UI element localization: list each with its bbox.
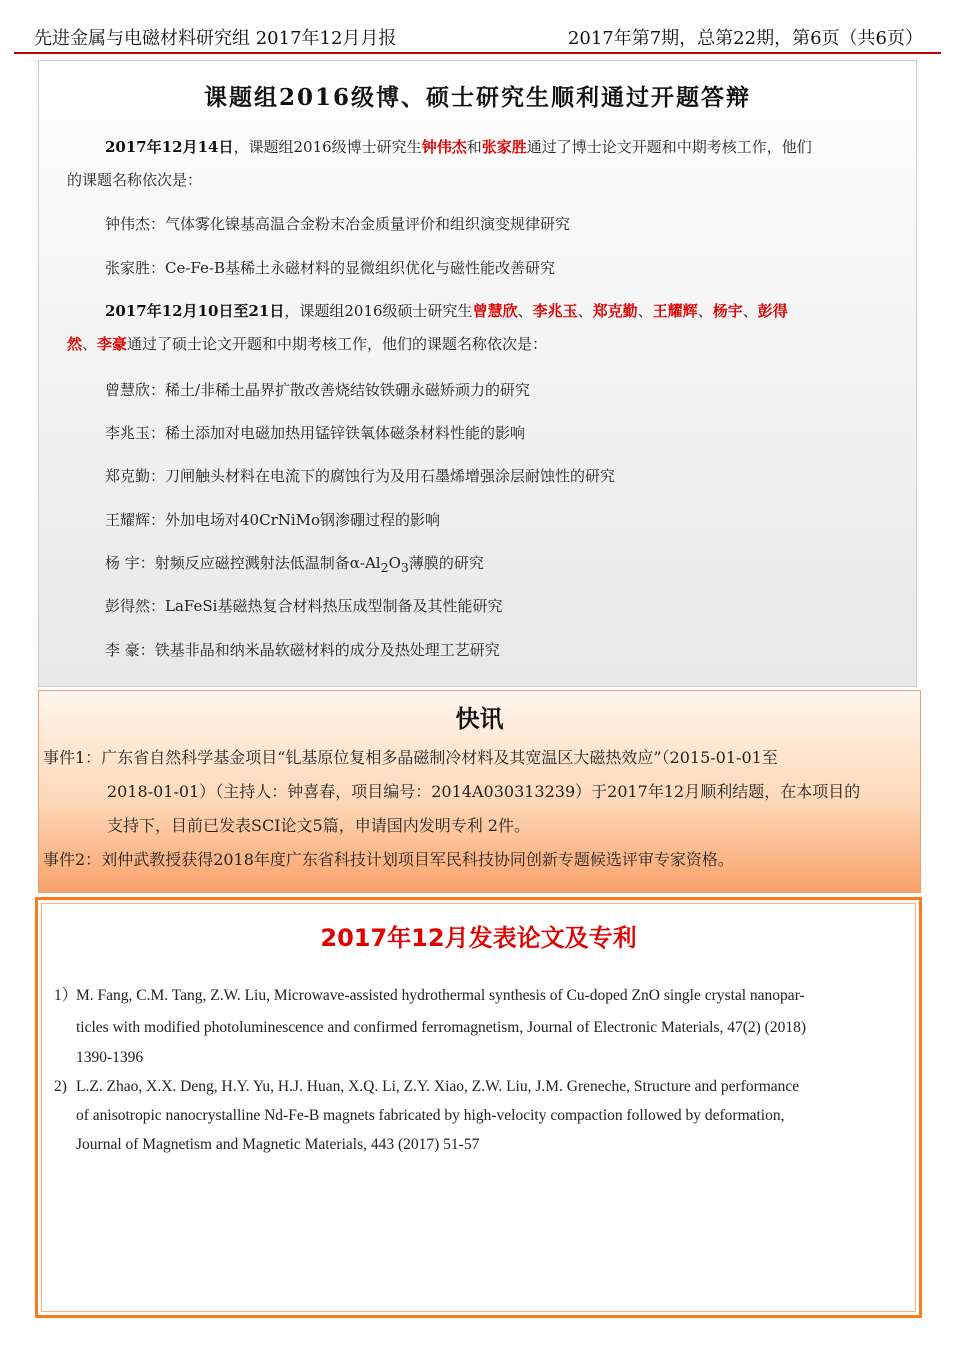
reference-1 bbox=[54, 980, 890, 1072]
news-flash-title: 快讯 bbox=[455, 705, 504, 733]
page-header bbox=[14, 22, 941, 54]
ms-paragraph bbox=[67, 295, 887, 361]
event-2-label: 事件2： bbox=[43, 850, 102, 869]
reference-1-line2: ticles with modified photoluminescence and confirmed ferromagnetism, Journal of Electronic Materials, 47(2) (2018) bbox=[76, 1019, 806, 1036]
event-2 bbox=[43, 843, 917, 877]
ms-topic-2: 李兆玉：稀土添加对电磁加热用锰锌铁氧体磁条材料性能的影响 bbox=[105, 424, 526, 442]
ms-name: 杨宇 bbox=[712, 302, 743, 320]
phd-date: 2017年12月14日 bbox=[105, 138, 234, 156]
ms-topic-3: 郑克勤：刀闸触头材料在电流下的腐蚀行为及用石墨烯增强涂层耐蚀性的研究 bbox=[105, 467, 616, 485]
event-1-line2: 2018-01-01）（主持人：钟喜春，项目编号：2014A030313239）于2017年12月顺利结题，在本项目的 bbox=[107, 782, 861, 801]
ms-topic-5-sub2: 3 bbox=[400, 560, 409, 575]
ms-name: 彭得 bbox=[757, 302, 788, 320]
ms-topic-6: 彭得然：LaFeSi基磁热复合材料热压成型制备及其性能研究 bbox=[105, 597, 503, 615]
publications-section bbox=[35, 897, 922, 1318]
event-1 bbox=[43, 741, 917, 843]
ms-name: 王耀辉 bbox=[652, 302, 698, 320]
reference-2 bbox=[54, 1072, 890, 1159]
ms-topic-5-pre: 杨 宇：射频反应磁控溅射法低温制备α-Al bbox=[105, 554, 381, 572]
event-1-line3: 支持下，目前已发表SCI论文5篇，申请国内发明专利 2件。 bbox=[107, 816, 530, 835]
event-1-line1: 广东省自然科学基金项目“钆基原位复相多晶磁制冷材料及其宽温区大磁热效应”（2015-01-01至 bbox=[101, 748, 778, 767]
reference-2-line3: Journal of Magnetism and Magnetic Materials, 443 (2017) 51-57 bbox=[76, 1136, 480, 1153]
ms-topic-4: 王耀辉：外加电场对40CrNiMo钢渗硼过程的影响 bbox=[105, 511, 441, 529]
ms-topic-5 bbox=[105, 552, 484, 575]
ms-sep: 、 bbox=[82, 335, 98, 353]
header-newsletter-title: 先进金属与电磁材料研究组 2017年12月月报 bbox=[34, 28, 397, 49]
ms-text-b: 通过了硕士论文开题和中期考核工作，他们的课题名称依次是： bbox=[127, 335, 548, 353]
ms-text-a: ，课题组2016级硕士研究生 bbox=[284, 302, 473, 320]
ms-sep: 、 bbox=[517, 302, 533, 320]
reference-1-line3: 1390-1396 bbox=[76, 1049, 144, 1066]
ms-sep: 、 bbox=[637, 302, 653, 320]
ms-topic-1: 曾慧欣：稀土/非稀土晶界扩散改善烧结钕铁硼永磁矫顽力的研究 bbox=[105, 381, 531, 399]
news-flash-section bbox=[38, 690, 921, 893]
publications-title: 2017年12月发表论文及专利 bbox=[320, 924, 637, 952]
header-issue-info: 2017年第7期，总第22期，第6页（共6页） bbox=[567, 28, 923, 49]
phd-text-line2: 的课题名称依次是： bbox=[67, 171, 203, 189]
ms-name-cont: 然 bbox=[67, 335, 83, 353]
ms-sep: 、 bbox=[742, 302, 758, 320]
event-2-text: 刘仲武教授获得2018年度广东省科技计划项目军民科技协同创新专题候选评审专家资格。 bbox=[101, 850, 734, 869]
ms-topic-5-sub1: 2 bbox=[380, 560, 389, 575]
defense-section-title: 课题组2016级博、硕士研究生顺利通过开题答辩 bbox=[203, 84, 751, 111]
phd-topic-1: 钟伟杰：气体雾化镍基高温合金粉末冶金质量评价和组织演变规律研究 bbox=[105, 215, 571, 233]
ms-topic-5-post: 薄膜的研究 bbox=[408, 554, 484, 572]
defense-section bbox=[38, 60, 917, 687]
ms-sep: 、 bbox=[577, 302, 593, 320]
ms-topic-7: 李 豪：铁基非晶和纳米晶软磁材料的成分及热处理工艺研究 bbox=[105, 641, 500, 659]
ms-topic-5-mid: O bbox=[388, 554, 401, 572]
ms-name: 曾慧欣 bbox=[472, 302, 518, 320]
phd-name-1: 钟伟杰 bbox=[421, 138, 467, 156]
reference-2-line2: of anisotropic nanocrystalline Nd-Fe-B magnets fabricated by high-velocity compaction followed by deformation, bbox=[76, 1107, 785, 1124]
ms-name-last: 李豪 bbox=[97, 335, 128, 353]
phd-paragraph bbox=[67, 131, 887, 197]
ms-name: 李兆玉 bbox=[532, 302, 578, 320]
reference-1-line1: M. Fang, C.M. Tang, Z.W. Liu, Microwave-assisted hydrothermal synthesis of Cu-doped ZnO single crystal nanopar- bbox=[76, 987, 805, 1004]
phd-name-2: 张家胜 bbox=[481, 138, 527, 156]
reference-1-number: 1） bbox=[54, 987, 78, 1004]
phd-topic-2: 张家胜：Ce-Fe-B基稀土永磁材料的显微组织优化与磁性能改善研究 bbox=[105, 259, 555, 277]
phd-text-b: 通过了博士论文开题和中期考核工作，他们 bbox=[526, 138, 812, 156]
ms-sep: 、 bbox=[697, 302, 713, 320]
ms-date: 2017年12月10日至21日 bbox=[105, 302, 285, 320]
reference-2-number: 2) bbox=[54, 1078, 67, 1095]
reference-2-line1: L.Z. Zhao, X.X. Deng, H.Y. Yu, H.J. Huan, X.Q. Li, Z.Y. Xiao, Z.W. Liu, J.M. Greneche, Structure and performance bbox=[76, 1078, 800, 1095]
phd-text-a: ，课题组2016级博士研究生 bbox=[233, 138, 422, 156]
ms-name: 郑克勤 bbox=[592, 302, 638, 320]
phd-and: 和 bbox=[466, 138, 482, 156]
event-1-label: 事件1： bbox=[43, 748, 102, 767]
